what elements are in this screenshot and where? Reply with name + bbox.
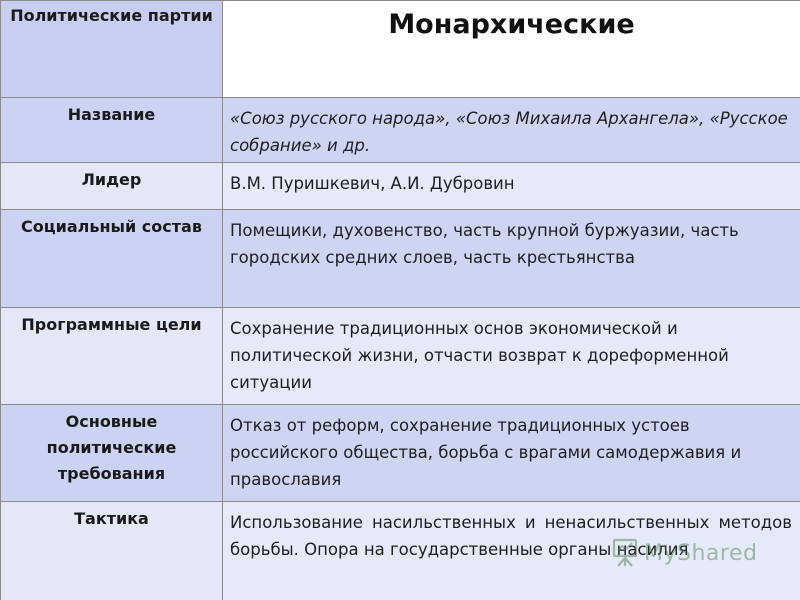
row-label-tactics: Тактика	[74, 509, 149, 528]
table-row-demands	[1, 405, 800, 502]
row-value-social: Помещики, духовенство, часть крупной буржуазии, часть городских средних слоев, часть крестьянства	[230, 221, 739, 267]
table-row-goals	[1, 308, 800, 405]
table-row-name	[1, 98, 800, 163]
watermark-text: MyShared	[644, 540, 758, 566]
row-label-social: Социальный состав	[21, 217, 202, 236]
table-title: Монархические	[388, 9, 635, 40]
row-label-name: Название	[67, 105, 156, 124]
row-label-demands: Основные политические требования	[46, 412, 177, 483]
row-value-cell	[223, 502, 800, 600]
table-row-social	[1, 210, 800, 308]
row-label-cell	[1, 405, 223, 502]
row-value-demands: Отказ от реформ, сохранение традиционных устоев российского общества, борьба с врагами самодержавия и православия	[230, 416, 742, 489]
row-label-leader: Лидер	[81, 170, 142, 189]
header-left-cell	[1, 1, 223, 98]
row-label-cell	[1, 502, 223, 600]
row-value-cell	[223, 98, 800, 163]
table-row-tactics	[1, 502, 800, 600]
row-value-goals: Сохранение традиционных основ экономической и политической жизни, отчасти возврат к дореформенной ситуации	[230, 319, 729, 392]
row-label-cell	[1, 98, 223, 163]
row-label-cell	[1, 210, 223, 308]
header-title-cell	[223, 1, 800, 98]
table-header-row	[1, 1, 800, 98]
table-row-leader	[1, 163, 800, 210]
header-left-label: Политические партии	[10, 6, 213, 25]
row-label-cell	[1, 308, 223, 405]
row-label-cell	[1, 163, 223, 210]
row-value-name: «Союз русского народа», «Союз Михаила Архангела», «Русское собрание» и др.	[230, 109, 788, 155]
row-value-cell	[223, 308, 800, 405]
row-value-cell	[223, 210, 800, 308]
row-value-leader: В.М. Пуришкевич, А.И. Дубровин	[230, 174, 515, 193]
row-label-goals: Программные цели	[21, 315, 202, 334]
row-value-cell	[223, 163, 800, 210]
row-value-cell	[223, 405, 800, 502]
row-value-tactics: Использование насильственных и ненасильственных методов борьбы. Опора на государственные органы насилия	[230, 513, 792, 559]
